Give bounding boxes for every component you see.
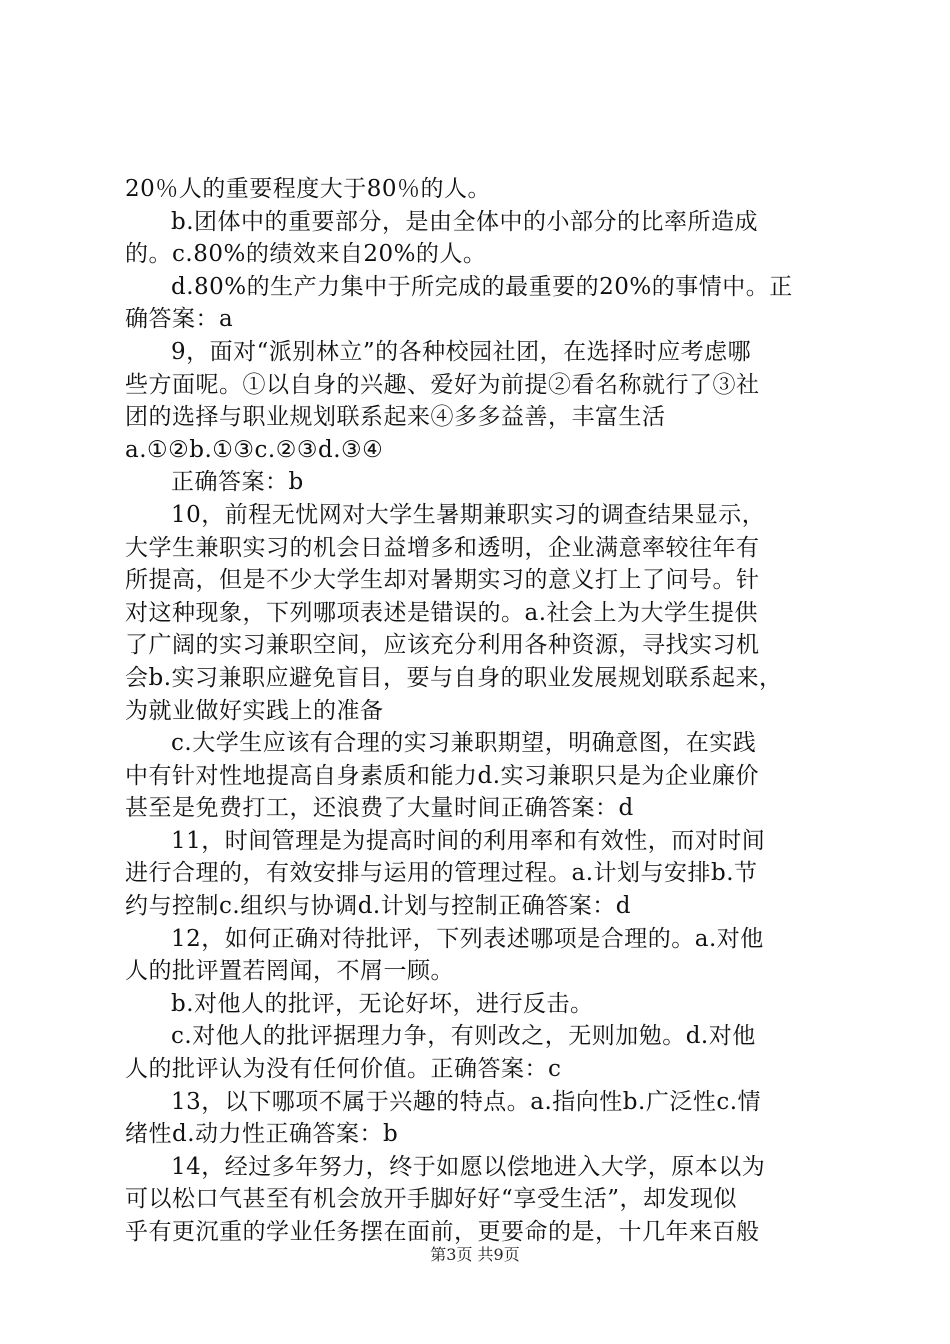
text-line: 些方面呢。①以自身的兴趣、爱好为前提②看名称就行了③社 [125, 371, 760, 398]
text-line: 团的选择与职业规划联系起来④多多益善，丰富生活 [125, 404, 666, 431]
text-line: b.对他人的批评，无论好坏，进行反击。 [171, 990, 594, 1017]
text-line: 10，前程无忧网对大学生暑期兼职实习的调查结果显示， [171, 501, 766, 528]
text-line: 对这种现象，下列哪项表述是错误的。a.社会上为大学生提供 [125, 599, 759, 626]
text-line: 甚至是免费打工，还浪费了大量时间正确答案：d [125, 795, 634, 822]
text-line: 人的批评置若罔闻，不屑一顾。 [125, 958, 454, 985]
text-line: 的。c.80%的绩效来自20%的人。 [125, 241, 487, 268]
text-line: a.①②b.①③c.②③d.③④ [125, 436, 384, 463]
text-line: 可以松口气甚至有机会放开手脚好好“享受生活”，却发现似 [125, 1186, 738, 1213]
text-line: 12，如何正确对待批评，下列表述哪项是合理的。a.对他 [171, 925, 764, 952]
text-line: 所提高，但是不少大学生却对暑期实习的意义打上了问号。针 [125, 567, 760, 594]
text-line: 正确答案：b [171, 469, 304, 496]
text-line: 确答案：a [125, 306, 234, 333]
text-line: 会b.实习兼职应避免盲目，要与自身的职业发展规划联系起来， [125, 664, 783, 691]
text-line: 大学生兼职实习的机会日益增多和透明，企业满意率较往年有 [125, 534, 760, 561]
text-line: 了广阔的实习兼职空间，应该充分利用各种资源，寻找实习机 [125, 632, 760, 659]
text-line: 13，以下哪项不属于兴趣的特点。a.指向性b.广泛性c.情 [171, 1088, 762, 1115]
text-line: b.团体中的重要部分，是由全体中的小部分的比率所造成 [171, 208, 759, 235]
text-line: 14，经过多年努力，终于如愿以偿地进入大学，原本以为 [171, 1153, 766, 1180]
text-line: 乎有更沉重的学业任务摆在面前，更要命的是，十几年来百般 [125, 1219, 760, 1245]
text-line: 中有针对性地提高自身素质和能力d.实习兼职只是为企业廉价 [125, 762, 760, 789]
page-footer: 第3页 共9页 [430, 1245, 520, 1264]
text-line: 约与控制c.组织与协调d.计划与控制正确答案：d [125, 893, 631, 920]
text-line: 绪性d.动力性正确答案：b [125, 1121, 399, 1148]
text-line: c.大学生应该有合理的实习兼职期望，明确意图，在实践 [171, 730, 757, 757]
text-line: d.80%的生产力集中于所完成的最重要的20%的事情中。正 [171, 273, 793, 300]
text-line: c.对他人的批评据理力争，有则改之，无则加勉。d.对他 [171, 1023, 756, 1050]
text-line: 20％人的重要程度大于80％的人。 [125, 176, 492, 202]
text-line: 人的批评认为没有任何价值。正确答案：c [125, 1056, 562, 1083]
text-line: 为就业做好实践上的准备 [125, 697, 384, 724]
text-line: 9，面对“派别林立”的各种校园社团，在选择时应考虑哪 [171, 338, 752, 365]
document-body [125, 173, 833, 1249]
text-line: 11，时间管理是为提高时间的利用率和有效性，而对时间 [171, 827, 766, 854]
text-line: 进行合理的，有效安排与运用的管理过程。a.计划与安排b.节 [125, 860, 758, 887]
